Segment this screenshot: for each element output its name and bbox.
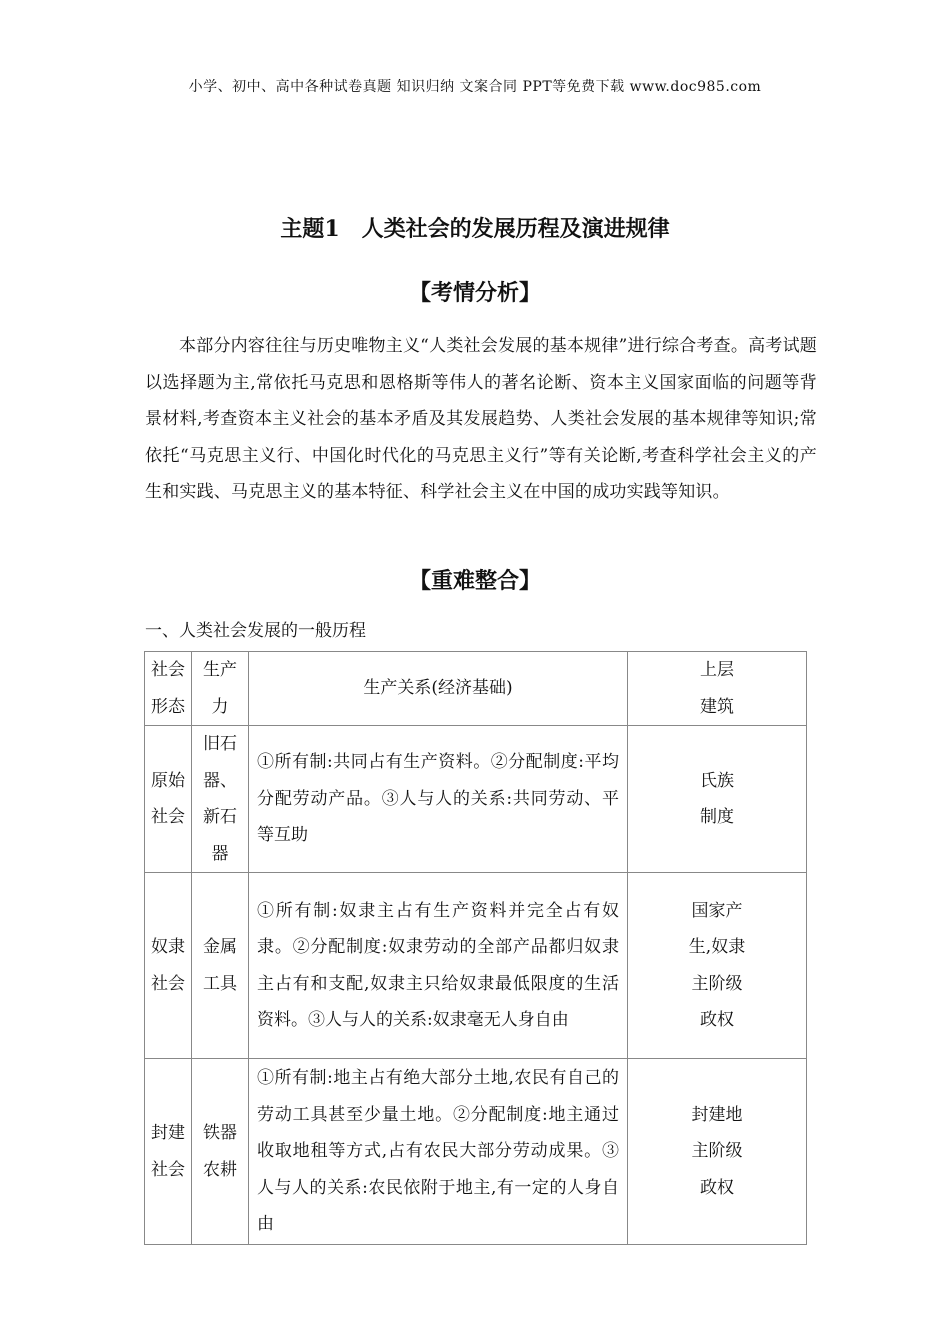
cell-form: 封建社会 [145,1059,192,1245]
table-row [145,1059,807,1245]
site-header: 小学、初中、高中各种试卷真题 知识归纳 文案合同 PPT等免费下载 www.doc985.com [188,79,762,95]
cell-relations: ①所有制:地主占有绝大部分土地,农民有自己的劳动工具甚至少量土地。②分配制度:地主通过收取地租等方式,占有农民大部分劳动成果。③人与人的关系:农民依附于地主,有一定的人身自由 [249,1059,628,1245]
table-header-row [145,652,807,726]
history-table [144,651,807,1245]
cell-productive: 金属工具 [192,873,249,1059]
cell-productive: 铁器农耕 [192,1059,249,1245]
header-relations: 生产关系(经济基础) [249,652,628,726]
table-row [145,873,807,1059]
analysis-paragraph: 本部分内容往往与历史唯物主义“人类社会发展的基本规律”进行综合考查。高考试题以选择题为主,常依托马克思和恩格斯等伟人的著名论断、资本主义国家面临的问题等背景材料,考查资本主义社会的基本矛盾及其发展趋势、人类社会发展的基本规律等知识;常依托“马克思主义行、中国化时代化的马克思主义行”等有关论断,考查科学社会主义的产生和实践、马克思主义的基本特征、科学社会主义在中国的成功实践等知识。 [145,336,817,502]
header-productive: 生产力 [192,652,249,726]
header-form: 社会形态 [145,652,192,726]
cell-form: 奴隶社会 [145,873,192,1059]
section-heading-integration: 【重难整合】 [408,568,541,594]
cell-superstructure: 国家产生,奴隶主阶级政权 [628,873,807,1059]
cell-superstructure: 氏族制度 [628,726,807,873]
cell-superstructure: 封建地主阶级政权 [628,1059,807,1245]
header-superstructure: 上层建筑 [628,652,807,726]
cell-relations: ①所有制:共同占有生产资料。②分配制度:平均分配劳动产品。③人与人的关系:共同劳动、平等互助 [249,726,628,873]
cell-form: 原始社会 [145,726,192,873]
page-title: 主题1 人类社会的发展历程及演进规律 [280,216,670,242]
subheading-history: 一、人类社会发展的一般历程 [145,621,366,641]
section-heading-analysis: 【考情分析】 [408,280,541,306]
cell-relations: ①所有制:奴隶主占有生产资料并完全占有奴隶。②分配制度:奴隶劳动的全部产品都归奴隶主占有和支配,奴隶主只给奴隶最低限度的生活资料。③人与人的关系:奴隶毫无人身自由 [249,873,628,1059]
table-row [145,726,807,873]
cell-productive: 旧石器、新石器 [192,726,249,873]
